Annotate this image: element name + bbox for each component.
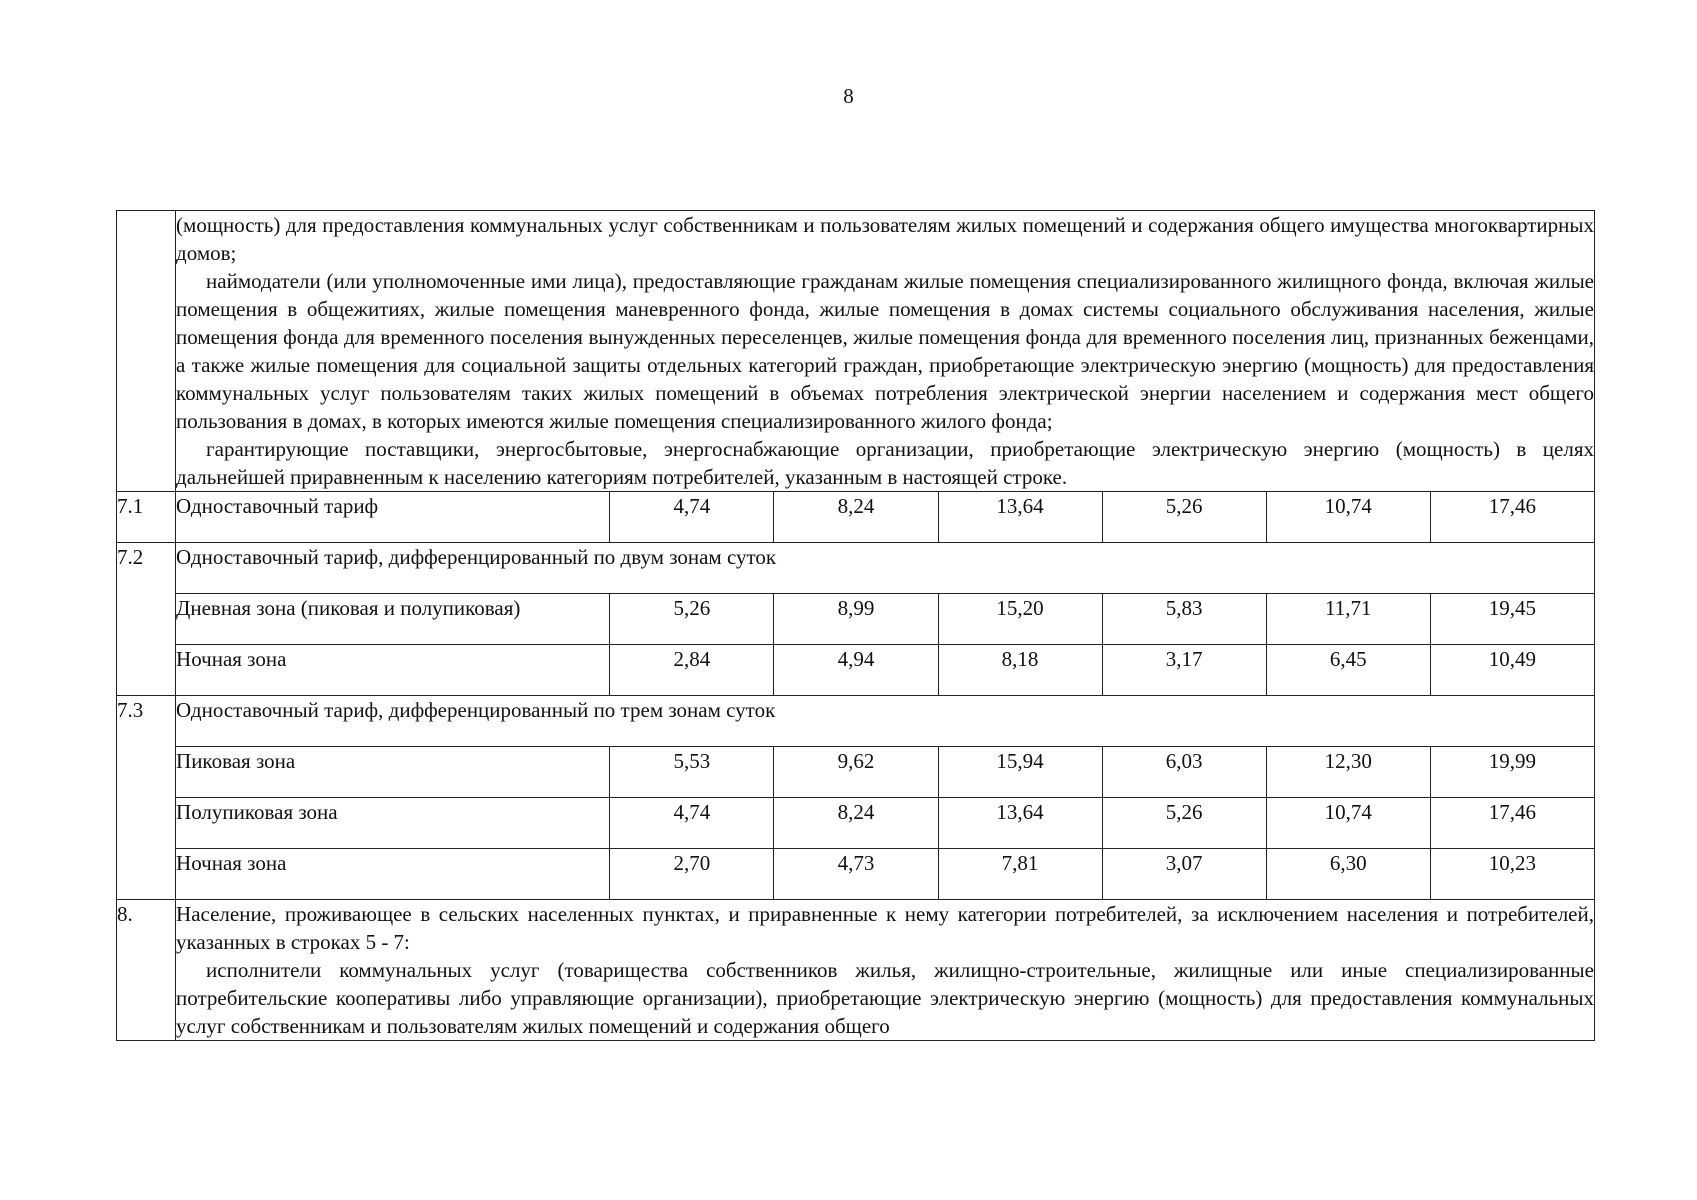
tariff-value: 10,49 (1430, 645, 1594, 696)
tariff-value: 7,81 (938, 849, 1102, 900)
row-number: 7.3 (117, 696, 176, 900)
row-number: 7.2 (117, 543, 176, 696)
tariff-group-title: Одноставочный тариф, дифференцированный по двум зонам суток (176, 543, 1595, 594)
tariff-value: 8,99 (774, 594, 938, 645)
table-row (117, 594, 1595, 645)
tariff-value: 5,83 (1102, 594, 1266, 645)
table-row-intro (117, 211, 1595, 492)
description-paragraph: исполнители коммунальных услуг (товарищества собственников жилья, жилищно-строительные, жилищные или иные специализированные потребительские кооперативы либо управляющие организации), приобретающие электрическую энергию (мощность) для предоставления коммунальных услуг собственникам и пользователям жилых помещений и содержания общего (176, 958, 1594, 1038)
tariff-value: 6,30 (1266, 849, 1430, 900)
table-row-7-1 (117, 492, 1595, 543)
tariff-value: 5,26 (610, 594, 774, 645)
table-row (117, 747, 1595, 798)
row-description-cell (176, 900, 1595, 1041)
description-paragraph: гарантирующие поставщики, энергосбытовые, энергоснабжающие организации, приобретающие электрическую энергию (мощность) в целях дальнейшей приравненным к населению категориям потребителей, указанным в настоящей строке. (176, 437, 1594, 489)
tariff-value: 3,07 (1102, 849, 1266, 900)
tariff-value: 10,23 (1430, 849, 1594, 900)
tariff-name: Пиковая зона (176, 747, 610, 798)
tariff-value: 8,24 (774, 798, 938, 849)
tariff-value: 15,94 (938, 747, 1102, 798)
tariff-value: 8,18 (938, 645, 1102, 696)
tariff-value: 10,74 (1266, 492, 1430, 543)
tariff-value: 4,74 (610, 492, 774, 543)
tariff-value: 5,53 (610, 747, 774, 798)
tariff-value: 2,70 (610, 849, 774, 900)
table-row (117, 645, 1595, 696)
tariff-name: Дневная зона (пиковая и полупиковая) (176, 594, 610, 645)
page-number: 8 (843, 84, 854, 108)
tariff-value: 19,45 (1430, 594, 1594, 645)
tariff-value: 5,26 (1102, 492, 1266, 543)
tariff-value: 2,84 (610, 645, 774, 696)
table-row-7-3-title (117, 696, 1595, 747)
tariff-value: 9,62 (774, 747, 938, 798)
table-row (117, 798, 1595, 849)
tariff-value: 4,73 (774, 849, 938, 900)
tariff-value: 12,30 (1266, 747, 1430, 798)
tariff-value: 13,64 (938, 798, 1102, 849)
tariff-value: 17,46 (1430, 492, 1594, 543)
tariff-value: 10,74 (1266, 798, 1430, 849)
tariff-value: 4,74 (610, 798, 774, 849)
tariff-value: 19,99 (1430, 747, 1594, 798)
tariff-name: Одноставочный тариф (176, 492, 610, 543)
tariff-name: Полупиковая зона (176, 798, 610, 849)
tariff-value: 13,64 (938, 492, 1102, 543)
tariff-value: 4,94 (774, 645, 938, 696)
tariff-name: Ночная зона (176, 849, 610, 900)
tariff-value: 8,24 (774, 492, 938, 543)
description-paragraph: наймодатели (или уполномоченные ими лица), предоставляющие гражданам жилые помещения специализированного жилищного фонда, включая жилые помещения в общежитиях, жилые помещения маневренного фонда, жилые помещения в домах системы социального обслуживания населения, жилые помещения фонда для временного поселения вынужденных переселенцев, жилые помещения фонда для временного поселения лиц, признанных беженцами, а также жилые помещения для социальной защиты отдельных категорий граждан, приобретающие электрическую энергию (мощность) для предоставления коммунальных услуг пользователям таких жилых помещений в объемах потребления электрической энергии населением и содержания мест общего пользования в домах, в которых имеются жилые помещения специализированного жилого фонда; (176, 269, 1594, 433)
tariff-group-title: Одноставочный тариф, дифференцированный по трем зонам суток (176, 696, 1595, 747)
tariff-value: 5,26 (1102, 798, 1266, 849)
table-row-7-2-title (117, 543, 1595, 594)
tariff-value: 11,71 (1266, 594, 1430, 645)
tariff-value: 3,17 (1102, 645, 1266, 696)
tariff-value: 6,03 (1102, 747, 1266, 798)
row-number: 7.1 (117, 492, 176, 543)
tariff-value: 6,45 (1266, 645, 1430, 696)
tariff-value: 15,20 (938, 594, 1102, 645)
row-description-cell (176, 211, 1595, 492)
description-paragraph: Население, проживающее в сельских населенных пунктах, и приравненные к нему категории потребителей, за исключением населения и потребителей, указанных в строках 5 - 7: (176, 902, 1594, 954)
tariff-value: 17,46 (1430, 798, 1594, 849)
description-paragraph: (мощность) для предоставления коммунальных услуг собственникам и пользователям жилых помещений и содержания общего имущества многоквартирных домов; (176, 213, 1594, 265)
tariff-name: Ночная зона (176, 645, 610, 696)
tariff-table (116, 210, 1595, 1041)
row-number-cell (117, 211, 176, 492)
table-row (117, 849, 1595, 900)
row-number: 8. (117, 900, 176, 1041)
table-row-8 (117, 900, 1595, 1041)
